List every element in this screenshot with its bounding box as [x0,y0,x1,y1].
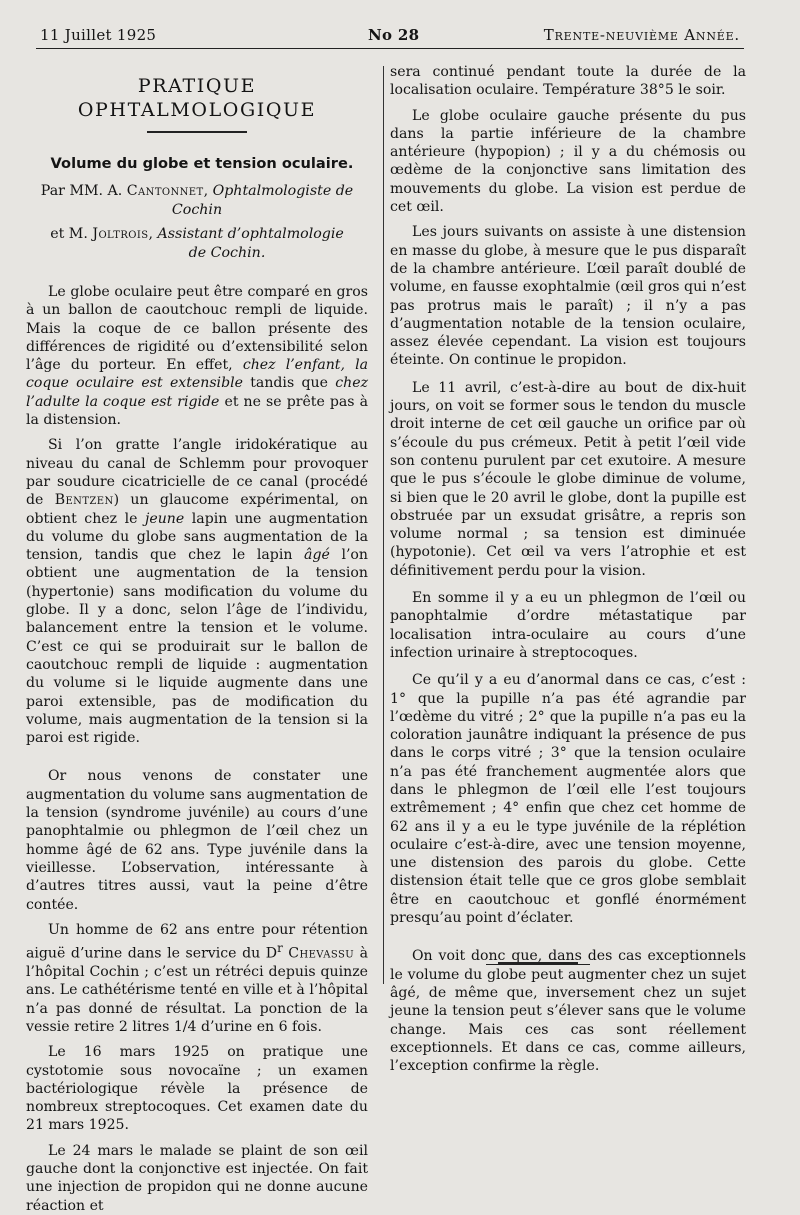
paragraph: Un homme de 62 ans entre pour rétention aiguë d’urine dans le service du $D^r$ Chevassu à l’hôpital Cochin ; c’est un rétréci depuis quinze ans. Le cathétérisme tenté en ville et à l’hôpital n’a pas donné de résultat. La ponction de la vessie retire 2 litres 1/4 d’urine en 6 fois. [26,921,369,1035]
emphasis: chez l’adulte la coque est rigide [26,375,369,410]
paragraph: On voit donc que, dans des cas exceptionnels le volume du globe peut augmenter chez un sujet âgé, de même que, inversement chez un sujet jeune la tension peut s’élever sans que le volume change. Mais ces cas sont réellement exceptionnels. Et dans ce cas, comme ailleurs, l’exception confirme la règle. [390,948,746,1075]
paragraph: Le globe oculaire gauche présente du pus dans la partie inférieure de la chambre antérieure (hypopion) ; il y a du chémosis ou œdème de la conjonctive sans limitation des mouvements du globe. La vision est perdue de cet œil. [390,107,746,216]
paragraph: En somme il y a eu un phlegmon de l’œil ou panophtalmie d’ordre métastatique par localisation intra-oculaire au cours d’une infection urinaire à streptocoques. [390,590,746,661]
header-rule [36,48,744,49]
superscript: r [277,941,283,956]
volume-year: Trente-neuvième Année. [543,26,740,44]
left-column [26,64,368,1215]
column-divider [383,66,384,984]
right-column [390,63,746,1075]
byline-conjunction: et M. [50,226,88,242]
paragraph: Les jours suivants on assiste à une distension en masse du globe, à mesure que le pus disparaît de la chambre antérieure. L’œil paraît doublé de volume, en fausse exophtalmie (œil gros qui n’est pas protrus mais le paraît) ; il n’y a pas d’augmentation notable de la tension oculaire, assez élevée cependant. La vision est toujours éteinte. On continue le propidon. [390,224,746,369]
author-name: Cantonnet [126,183,204,199]
paragraph: Si l’on gratte l’angle iridokératique au niveau du canal de Schlemm pour provoquer par soudure cicatricielle de ce canal (procédé de Bentzen) un glaucome expérimental, on obtient chez le jeune lapin une augmentation du volume du globe sans augmentation de la tension, tandis que chez le lapin âgé l’on obtient une augmentation de la tension (hypertonie) sans modification du volume du globe. Il y a donc, selon l’âge de l’individu, balancement entre la tension et le volume. C’est ce qui se produirait sur le ballon de caoutchouc rempli de liquide : augmentation du volume si le liquide augmente dans une paroi extensible, pas de modification du volume, mais augmentation de la tension si la paroi est rigide. [26,437,368,747]
running-header [40,26,740,48]
byline-prefix: Par MM. A. [40,183,123,199]
emphasis: jeune [145,510,185,527]
rubric-rule [147,131,247,133]
author-name: Joltrois [92,226,149,242]
person-name: Chevassu [288,945,355,962]
paragraph-continued: sera continué pendant toute la durée de la localisation oculaire. Température 38°5 le soir. [390,64,746,99]
author-role-continued: de Cochin. [188,245,266,261]
section-rubric: PRATIQUE OPHTALMOLOGIQUE [77,75,317,121]
issue-number: No 28 [368,26,420,44]
emphasis: âgé [304,547,330,564]
paragraph: Le 16 mars 1925 on pratique une cystotomie sous novocaïne ; un examen bactériologique révèle la présence de nombreux streptocoques. Cet examen date du 21 mars 1925. [26,1044,368,1134]
person-name: Bentzen [54,492,114,509]
byline-second-author: et M. Joltrois, Assistant d’ophtalmologie [50,226,344,242]
author-role: Ophtalmologiste de Cochin [171,183,354,218]
issue-date: 11 Juillet 1925 [40,26,157,44]
paragraph: Or nous venons de constater une augmentation du volume sans augmentation de la tension (syndrome juvénile) au cours d’une panophtalmie ou phlegmon de l’œil chez un homme âgé de 62 ans. Type juvénile dans la vieillesse. L’observation, intéressante à d’autres titres aussi, vaut la peine d’être contée. [26,768,368,913]
author-role: Assistant d’ophtalmologie [157,226,344,242]
paragraph: Le 11 avril, c’est-à-dire au bout de dix-huit jours, on voit se former sous le tendon du muscle droit interne de cet œil gauche un orifice par où s’écoule du pus crémeux. Petit à petit l’œil vide son contenu purulent par cet exutoire. A mesure que le pus s’écoule le globe diminue de volume, si bien que le 20 avril le globe, dont la pupille est obstruée par un exsudat grisâtre, a repris son volume normal ; sa tension est diminuée (hypotonie). Cet œil va vers l’atrophie et est définitivement perdu pour la vision. [390,379,746,579]
paragraph: Le globe oculaire peut être comparé en gros à un ballon de caoutchouc rempli de liquide. Mais la coque de ce ballon présente des différences de rigidité ou d’extensibilité selon l’âge du porteur. En effet, chez l’enfant, la coque oculaire est extensible tandis que chez l’adulte la coque est rigide et ne se prête pas à la distension. [26,284,369,429]
byline: Par MM. A. Cantonnet, Ophtalmologiste de Cochin [40,183,354,218]
paragraph: Ce qu’il y a eu d’anormal dans ce cas, c’est : 1° que la pupille n’a pas été agrandie par l’œdème du vitré ; 2° que la pupille n’a pas eu la coloration jaunâtre indiquant la présence de pus dans le corps vitré ; 3° que la tension oculaire n’a pas été franchement augmentée alors que dans le phlegmon de l’œil elle l’est toujours extrêmement ; 4° enfin que chez cet homme de 62 ans il y a eu le type juvénile de la réplétion oculaire c’est-à-dire, avec une tension moyenne, une distension des parois du globe. Cette distension était telle que ce gros globe semblait être en caoutchouc et gonflé énormément presqu’au point d’éclater. [390,672,746,927]
article-title: Volume du globe et tension oculaire. [50,155,354,172]
paragraph: Le 24 mars le malade se plaint de son œil gauche dont la conjonctive est injectée. On fait une injection de propidon qui ne donne aucune réaction et [26,1142,368,1214]
emphasis: chez l’enfant, la coque oculaire est extensible [26,357,369,392]
end-ornament-rule [498,962,578,965]
